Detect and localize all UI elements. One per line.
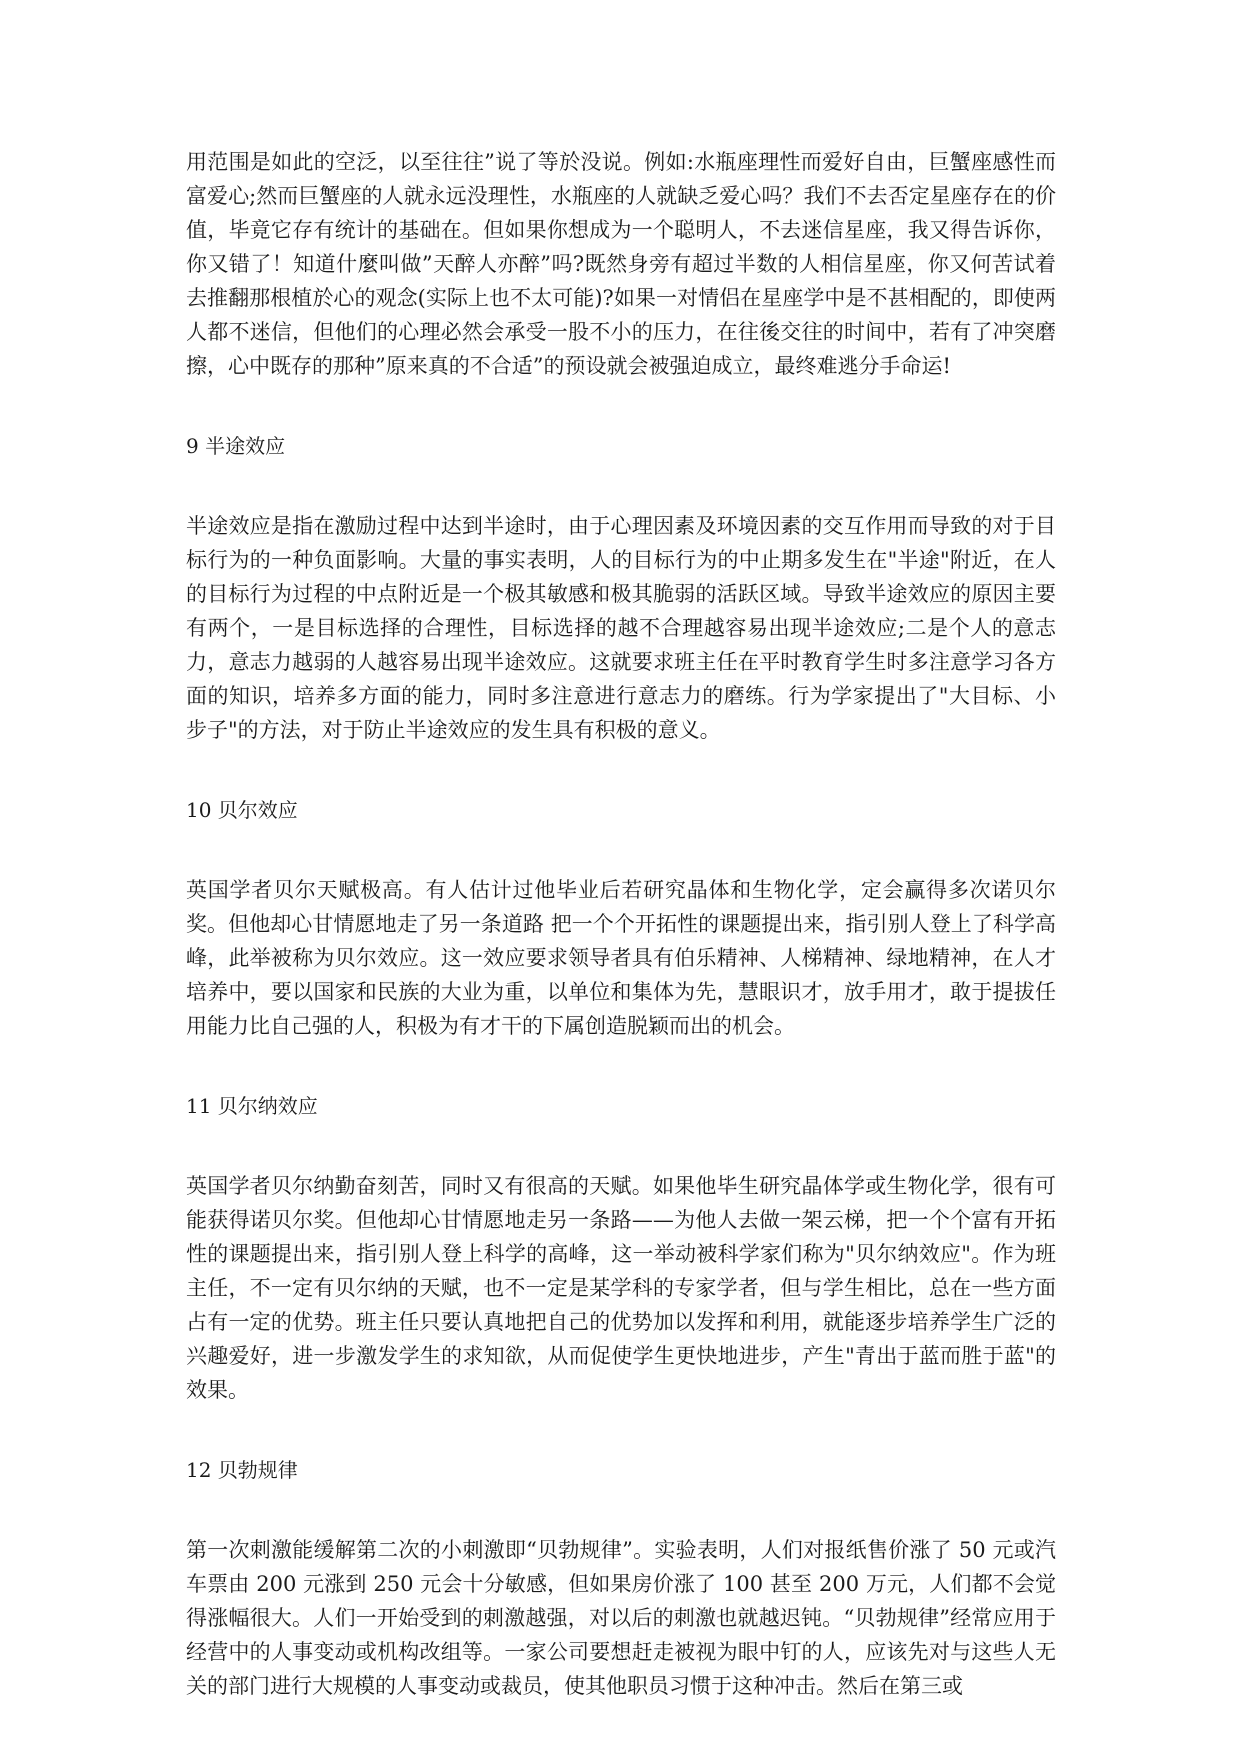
paragraph-section-11: 英国学者贝尔纳勤奋刻苦，同时又有很高的天赋。如果他毕生研究晶体学或生物化学，很有可能获得诺贝尔奖。但他却心甘情愿地走另一条路——为他人去做一架云梯，把一个个富有开拓性的课题提出来，指引别人登上科学的高峰，这一举动被科学家们称为"贝尔纳效应"。作为班主任，不一定有贝尔纳的天赋，也不一定是某学科的专家学者，但与学生相比，总在一些方面占有一定的优势。班主任只要认真地把自己的优势加以发挥和利用，就能逐步培养学生广泛的兴趣爱好，进一步激发学生的求知欲，从而促使学生更快地进步，产生"青出于蓝而胜于蓝"的效果。 <box>186 1174 1056 1402</box>
paragraph-section-10: 英国学者贝尔天赋极高。有人估计过他毕业后若研究晶体和生物化学，定会赢得多次诺贝尔奖。但他却心甘情愿地走了另一条道路 把一个个开拓性的课题提出来，指引别人登上了科学高峰，此举被称为贝尔效应。这一效应要求领导者具有伯乐精神、人梯精神、绿地精神，在人才培养中，要以国家和民族的大业为重，以单位和集体为先，慧眼识才，放手用才，敢于提拔任用能力比自己强的人，积极为有才干的下属创造脱颖而出的机会。 <box>186 878 1056 1038</box>
document-page <box>186 145 1056 1703</box>
paragraph-astrology-continuation: 用范围是如此的空泛，以至往往”说了等於没说。例如:水瓶座理性而爱好自由，巨蟹座感性而富爱心;然而巨蟹座的人就永远没理性，水瓶座的人就缺乏爱心吗？我们不去否定星座存在的价值，毕竟它存有统计的基础在。但如果你想成为一个聪明人，不去迷信星座，我又得告诉你，你又错了！知道什麼叫做”天醉人亦醉”吗?既然身旁有超过半数的人相信星座，你又何苦试着去推翻那根植於心的观念(实际上也不太可能)?如果一对情侣在星座学中是不甚相配的，即使两人都不迷信，但他们的心理必然会承受一股不小的压力，在往後交往的时间中，若有了冲突磨擦，心中既存的那种”原来真的不合适”的预设就会被强迫成立，最终难逃分手命运! <box>186 150 1056 378</box>
paragraph-section-9: 半途效应是指在激励过程中达到半途时，由于心理因素及环境因素的交互作用而导致的对于目标行为的一种负面影响。大量的事实表明，人的目标行为的中止期多发生在"半途"附近，在人的目标行为过程的中点附近是一个极其敏感和极其脆弱的活跃区域。导致半途效应的原因主要有两个，一是目标选择的合理性，目标选择的越不合理越容易出现半途效应;二是个人的意志力，意志力越弱的人越容易出现半途效应。这就要求班主任在平时教育学生时多注意学习各方面的知识，培养多方面的能力，同时多注意进行意志力的磨练。行为学家提出了"大目标、小步子"的方法，对于防止半途效应的发生具有积极的意义。 <box>186 514 1056 742</box>
heading-section-9: 9 半途效应 <box>186 434 286 458</box>
heading-section-10: 10 贝尔效应 <box>186 798 298 822</box>
heading-section-11: 11 贝尔纳效应 <box>186 1094 318 1118</box>
heading-section-12: 12 贝勃规律 <box>186 1458 298 1482</box>
paragraph-section-12: 第一次刺激能缓解第二次的小刺激即“贝勃规律”。实验表明，人们对报纸售价涨了 50 元或汽车票由 200 元涨到 250 元会十分敏感，但如果房价涨了 100 甚至 200 万元，人们都不会觉得涨幅很大。人们一开始受到的刺激越强，对以后的刺激也就越迟钝。“贝勃规律”经常应用于经营中的人事变动或机构改组等。一家公司要想赶走被视为眼中钉的人，应该先对与这些人无关的部门进行大规模的人事变动或裁员，使其他职员习惯于这种冲击。然后在第三或 <box>186 1538 1056 1698</box>
